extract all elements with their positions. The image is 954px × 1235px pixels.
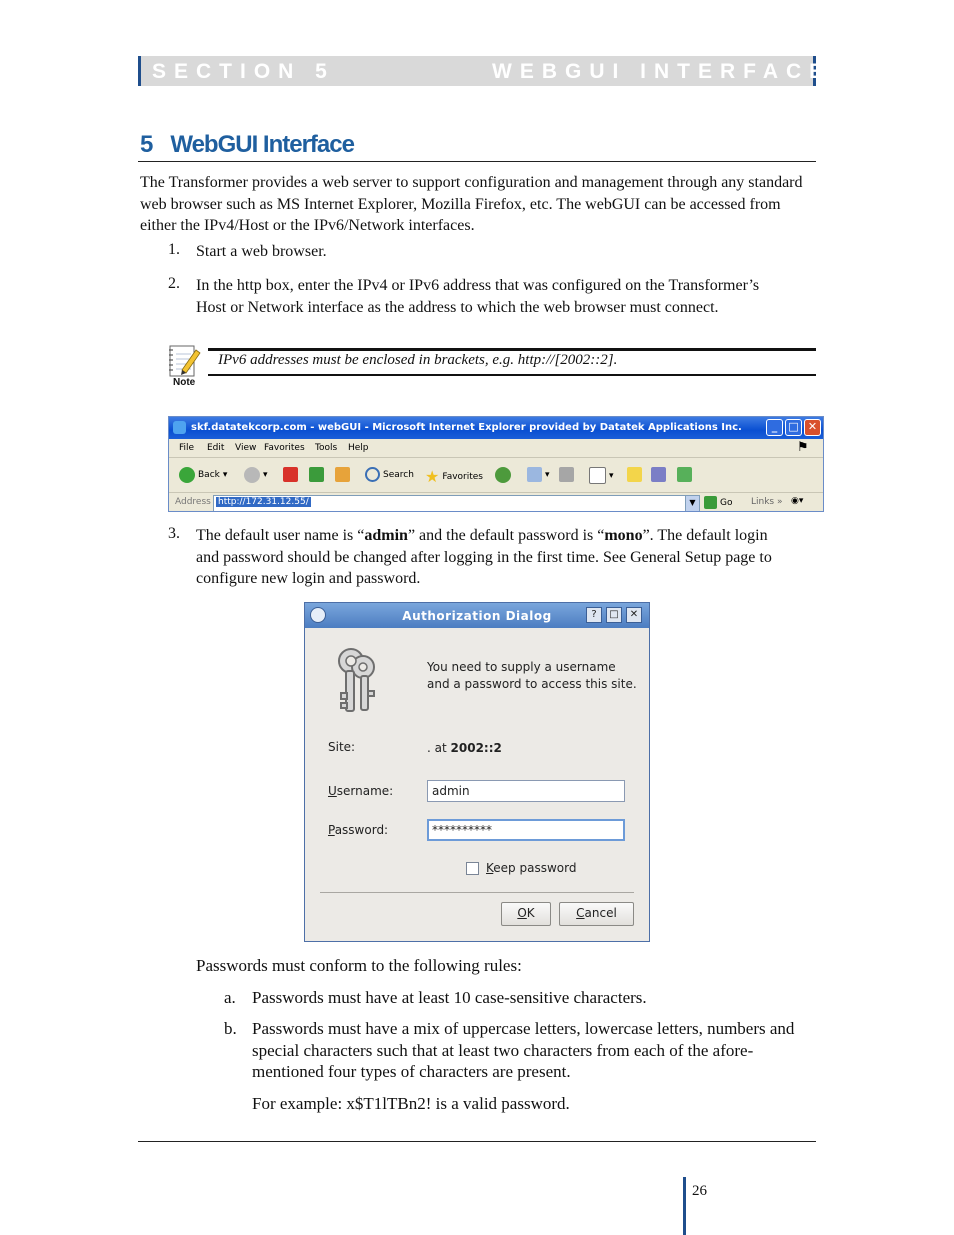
note-icon xyxy=(166,342,202,390)
messenger-button[interactable] xyxy=(677,467,692,482)
heading-title: WebGUI Interface xyxy=(170,131,354,158)
address-dropdown-button[interactable]: ▼ xyxy=(685,495,700,512)
refresh-button[interactable] xyxy=(309,467,324,482)
menu-help[interactable]: Help xyxy=(348,443,369,453)
discuss-button[interactable] xyxy=(627,467,642,482)
page-title xyxy=(140,131,354,159)
address-bar xyxy=(169,493,823,512)
username-input[interactable]: admin xyxy=(427,780,625,802)
header-left-bar xyxy=(138,56,141,86)
research-icon xyxy=(651,467,666,482)
ok-button[interactable]: OK xyxy=(501,902,551,926)
print-button[interactable] xyxy=(559,467,574,482)
print-icon xyxy=(559,467,574,482)
forward-button[interactable]: ▾ xyxy=(244,467,268,483)
site-value: . at 2002::2 xyxy=(427,741,502,755)
ie-logo-icon xyxy=(173,421,186,434)
step-3-text: The default user name is “admin” and the default password is “mono”. The default login and password should be changed after logging in the first time. See General Setup page to configure new login and password. xyxy=(196,527,772,587)
keep-password-checkbox[interactable] xyxy=(466,862,479,875)
edit-button[interactable]: ▾ xyxy=(589,467,614,484)
maximize-button[interactable]: □ xyxy=(785,419,802,436)
help-button[interactable]: ? xyxy=(586,607,602,623)
dialog-close-button[interactable]: ✕ xyxy=(626,607,642,623)
close-button[interactable]: ✕ xyxy=(804,419,821,436)
dialog-title-bar xyxy=(305,603,649,628)
dialog-separator xyxy=(320,892,634,893)
note-icon-label: Note xyxy=(173,377,196,388)
history-icon xyxy=(495,467,511,483)
address-value: http://172.31.12.55/ xyxy=(218,497,309,507)
cancel-button[interactable]: Cancel xyxy=(559,902,634,926)
search-button[interactable]: Search xyxy=(365,467,414,482)
browser-menu-bar xyxy=(169,439,823,458)
step-1-text: Start a web browser. xyxy=(196,243,327,260)
menu-tools[interactable]: Tools xyxy=(315,443,338,453)
site-label: Site: xyxy=(328,740,356,754)
dialog-maximize-button[interactable]: □ xyxy=(606,607,622,623)
rule-a-letter: a. xyxy=(224,988,236,1007)
password-input[interactable]: ********** xyxy=(427,819,625,841)
mail-button[interactable]: ▾ xyxy=(527,467,550,482)
home-button[interactable] xyxy=(335,467,350,482)
menu-file[interactable]: File xyxy=(179,443,195,453)
minimize-button[interactable]: _ xyxy=(766,419,783,436)
favorites-button[interactable]: ★ Favorites xyxy=(425,467,483,486)
menu-view[interactable]: View xyxy=(235,443,257,453)
browser-window xyxy=(168,416,824,512)
browser-toolbar xyxy=(169,458,823,493)
dialog-message: You need to supply a username and a password to access this site. xyxy=(427,660,637,691)
note-top-rule xyxy=(208,348,816,351)
note-bottom-rule xyxy=(208,374,816,376)
step-3-number: 3. xyxy=(168,525,180,542)
star-icon: ★ xyxy=(425,467,440,486)
research-button[interactable] xyxy=(651,467,666,482)
rule-a-text: Passwords must have at least 10 case-sensitive characters. xyxy=(252,988,647,1007)
stop-button[interactable] xyxy=(283,467,298,482)
rules-intro: Passwords must conform to the following rules: xyxy=(196,956,522,975)
note-text: IPv6 addresses must be enclosed in brackets, e.g. http://[2002::2]. xyxy=(218,352,618,368)
note-toolbar-icon xyxy=(627,467,642,482)
rule-b-text: Passwords must have a mix of uppercase letters, lowercase letters, numbers and special characters such that at least two characters from each of the afore-mentioned four types of characters are present. xyxy=(252,1019,795,1081)
dialog-title: Authorization Dialog xyxy=(402,609,552,623)
menu-edit[interactable]: Edit xyxy=(207,443,225,453)
keys-icon xyxy=(331,645,387,724)
keep-password-label: Keep password xyxy=(486,861,577,875)
history-button[interactable] xyxy=(495,467,511,483)
section-label: SECTION 5 xyxy=(152,60,335,83)
chapter-label: WEBGUI INTERFACE xyxy=(492,60,832,83)
authorization-dialog xyxy=(304,602,650,942)
default-username: admin xyxy=(364,527,408,544)
default-password: mono xyxy=(604,527,643,544)
forward-arrow-icon xyxy=(244,467,260,483)
search-icon xyxy=(365,467,380,482)
page-number: 26 xyxy=(692,1183,707,1199)
menu-favorites[interactable]: Favorites xyxy=(264,443,305,453)
heading-number: 5 xyxy=(140,131,153,158)
addon-icon[interactable]: ◉▾ xyxy=(791,496,804,506)
go-arrow-icon xyxy=(704,496,717,509)
word-icon xyxy=(589,467,606,484)
windows-flag-icon: ⚑ xyxy=(797,440,809,455)
mail-icon xyxy=(527,467,542,482)
back-arrow-icon xyxy=(179,467,195,483)
step-1-number: 1. xyxy=(168,241,180,258)
home-icon xyxy=(335,467,350,482)
links-button[interactable]: Links » xyxy=(751,497,783,507)
page-number-bar xyxy=(683,1177,686,1235)
address-input[interactable] xyxy=(213,495,699,512)
browser-title-bar xyxy=(169,417,823,439)
stop-icon xyxy=(283,467,298,482)
password-label: Password: xyxy=(328,823,389,837)
heading-rule xyxy=(138,161,816,162)
go-button[interactable]: Go xyxy=(704,496,732,509)
browser-title: skf.datatekcorp.com - webGUI - Microsoft Internet Explorer provided by Datatek Applications Inc. xyxy=(191,422,742,433)
rule-b-letter: b. xyxy=(224,1019,237,1038)
messenger-icon xyxy=(677,467,692,482)
step-2-text: In the http box, enter the IPv4 or IPv6 address that was configured on the Transformer’s Host or Network interface as the address to which the web browser must connect. xyxy=(196,277,760,316)
password-example: For example: x$T1lTBn2! is a valid password. xyxy=(252,1094,570,1113)
refresh-icon xyxy=(309,467,324,482)
intro-paragraph: The Transformer provides a web server to support configuration and management through any standard web browser such as MS Internet Explorer, Mozilla Firefox, etc. The webGUI can be accessed from either the IPv4/Host or the IPv6/Network interfaces. xyxy=(140,174,803,234)
footer-rule xyxy=(138,1141,816,1142)
username-label: Username: xyxy=(328,784,394,798)
step-2-number: 2. xyxy=(168,275,180,292)
address-label: Address xyxy=(175,497,211,507)
back-button[interactable]: Back ▾ xyxy=(179,467,227,483)
